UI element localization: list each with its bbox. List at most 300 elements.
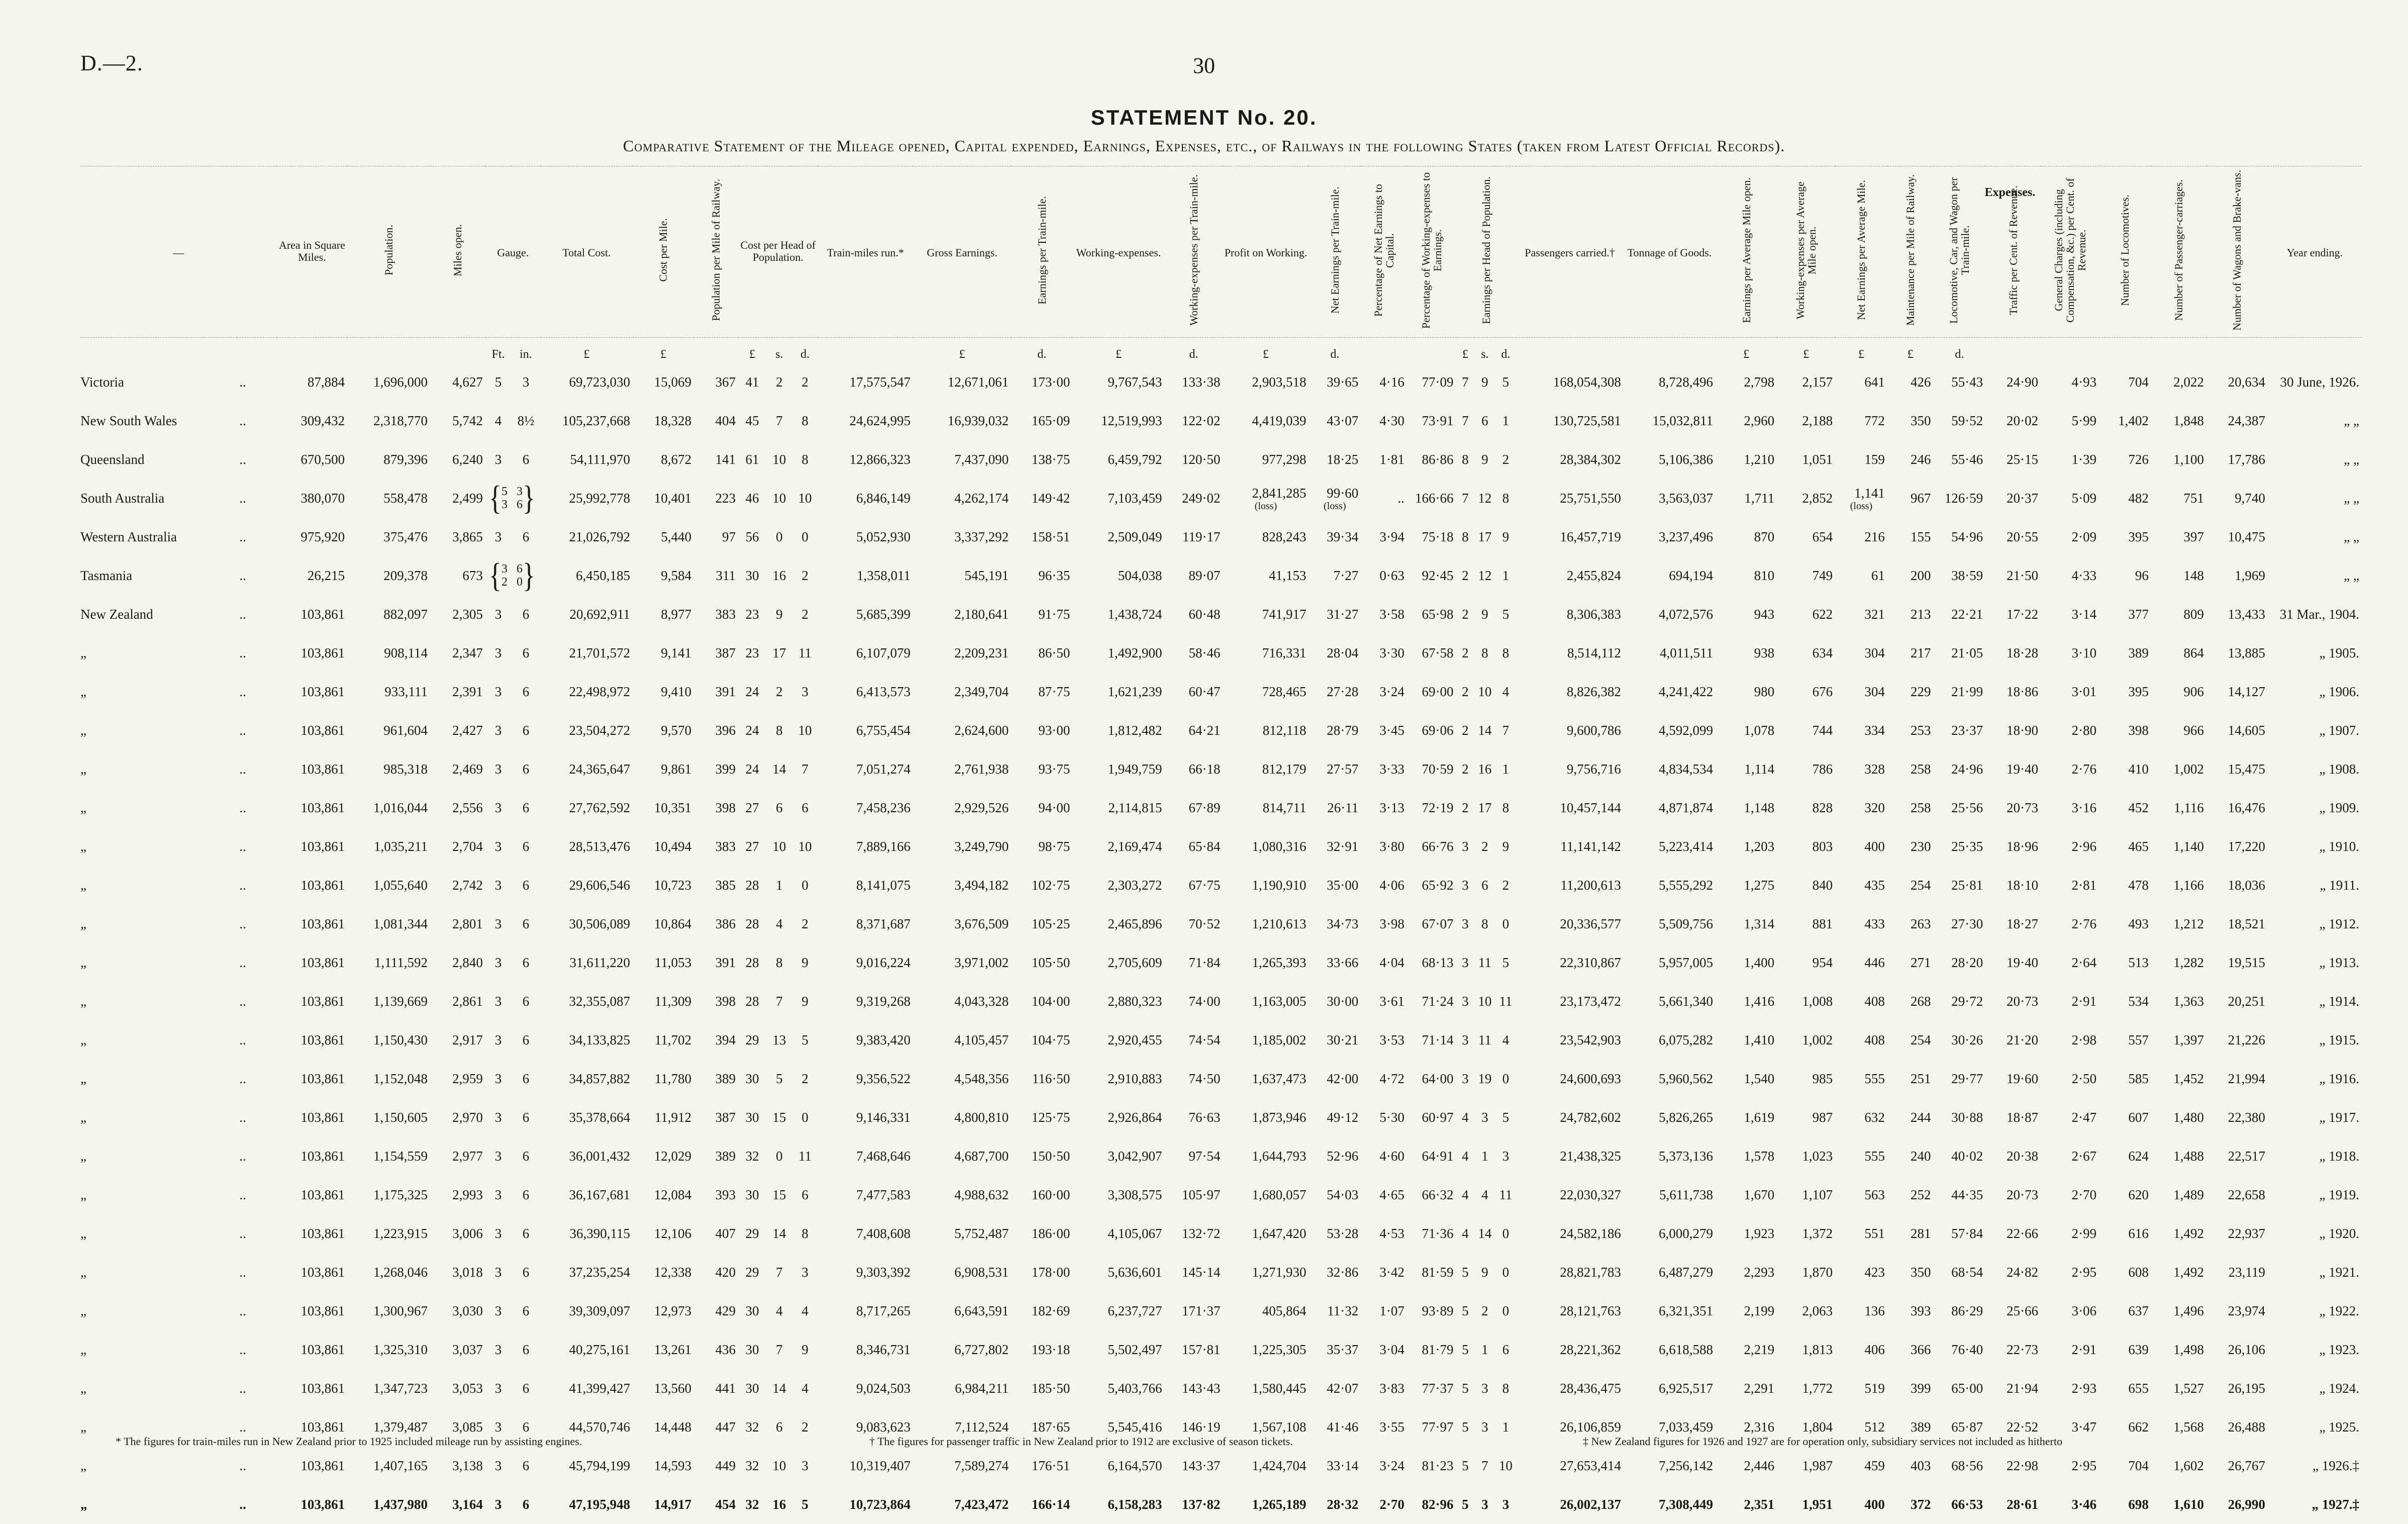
- gross-earnings-value: 7,437,090: [954, 452, 1009, 467]
- cell-gauge-ft: [485, 1137, 511, 1176]
- cell-cost-head-shillings: [766, 1408, 792, 1447]
- population-value: 1,379,487: [373, 1419, 428, 1435]
- cell-gross-earnings: [913, 556, 1011, 595]
- area-value: 103,861: [300, 1265, 345, 1280]
- earn-per-train-mile-value: 96·35: [1038, 568, 1070, 583]
- earn-head-pounds-value: 8: [1462, 529, 1469, 544]
- cell-cost-head-shillings: [766, 363, 792, 402]
- cell-cost-per-mile: [633, 556, 694, 595]
- cell-tonnage: [1624, 789, 1716, 827]
- cell-pop-per-mile: [694, 518, 738, 556]
- cell-cost-per-mile: [633, 905, 694, 943]
- working-expenses-value: 6,237,727: [1108, 1303, 1162, 1318]
- pop-per-mile-value: 385: [715, 878, 736, 893]
- gauge-ft-value: 3: [495, 916, 502, 931]
- pct-wexp-earnings-value: 75·18: [1422, 529, 1454, 544]
- gauge-ft-value: 3: [495, 1149, 502, 1164]
- year-ending-value: „ 1918.: [2320, 1149, 2359, 1164]
- cell-cost-per-mile: [633, 827, 694, 866]
- cell-working-expenses: [1072, 1060, 1164, 1098]
- pct-net-capital-value: 4·04: [1379, 955, 1404, 970]
- loss-note: (loss): [1311, 501, 1358, 511]
- cell-profit: [1223, 1485, 1309, 1524]
- cell-traffic-pct: [1985, 1137, 2041, 1176]
- cell-locomotive-exp: [1933, 479, 1985, 518]
- gauge-ft-value: 3: [495, 955, 502, 970]
- cell-gross-earnings: [913, 1060, 1011, 1098]
- locomotives-value: 637: [2128, 1303, 2149, 1318]
- earn-per-train-mile-value: 173·00: [1032, 374, 1070, 390]
- profit-value: 1,680,057: [1252, 1187, 1306, 1202]
- area-value: 103,861: [300, 1187, 345, 1202]
- passengers-value: 26,106,859: [1560, 1419, 1621, 1435]
- passenger-carriages-value: 1,527: [2173, 1381, 2204, 1396]
- cell-name: [80, 673, 237, 711]
- cell-wexp-per-train-mile: [1165, 1292, 1223, 1330]
- table-row: [80, 711, 2362, 750]
- cell-year-ending: [2268, 363, 2362, 402]
- cell-train-miles: [818, 634, 913, 673]
- gauge-ft-value: 3: [495, 1187, 502, 1202]
- cell-year-ending: [2268, 673, 2362, 711]
- wexp-per-avg-mile-value: 1,008: [1802, 994, 1833, 1009]
- cell-general-charges: [2041, 673, 2099, 711]
- cost-per-mile-value: 11,780: [655, 1071, 691, 1086]
- cell-general-charges: [2041, 1176, 2099, 1214]
- table-row: [80, 363, 2362, 402]
- cell-working-expenses: [1072, 905, 1164, 943]
- cell-net-per-avg-mile: [1835, 905, 1887, 943]
- table-row: [80, 634, 2362, 673]
- cell-locomotive-exp: [1933, 518, 1985, 556]
- cell-name: [80, 1098, 237, 1137]
- cell-profit: [1223, 1447, 1309, 1485]
- cell-earn-head-pounds: [1456, 1447, 1475, 1485]
- year-ending-value: „ 1912.: [2320, 916, 2359, 931]
- pct-wexp-earnings-value: 71·36: [1422, 1226, 1454, 1241]
- total-cost-value: 32,355,087: [569, 994, 630, 1009]
- cell-passengers: [1516, 1292, 1624, 1330]
- general-charges-value: 2·96: [2072, 839, 2097, 854]
- earn-head-shillings-value: 1: [1481, 1342, 1488, 1357]
- cell-locomotive-exp: [1933, 982, 1985, 1021]
- cell-net-per-train-mile: [1309, 750, 1361, 789]
- working-expenses-value: 504,038: [1118, 568, 1162, 583]
- net-per-avg-mile-value: 1,141: [1854, 486, 1885, 501]
- passenger-carriages-value: 397: [2183, 529, 2204, 544]
- cell-earn-per-avg-mile: [1716, 1485, 1777, 1524]
- cell-wexp-per-avg-mile: [1777, 1485, 1835, 1524]
- gauge-ft-value: 3: [495, 529, 502, 544]
- cell-train-miles: [818, 789, 913, 827]
- miles-open-value: 2,742: [452, 878, 483, 893]
- earn-per-avg-mile-value: 2,219: [1744, 1342, 1774, 1357]
- cell-population: [347, 363, 430, 402]
- cell-cost-per-mile: [633, 634, 694, 673]
- cost-head-shillings-value: 4: [776, 916, 783, 931]
- cell-passenger-carriages: [2151, 827, 2206, 866]
- wexp-per-train-mile-value: 97·54: [1189, 1149, 1221, 1164]
- tonnage-value: 6,618,588: [1659, 1342, 1713, 1357]
- passenger-carriages-value: 906: [2183, 684, 2204, 699]
- maintenance-value: 253: [1911, 723, 1931, 738]
- area-value: 103,861: [300, 1226, 345, 1241]
- cell-earn-head-pounds: [1456, 1253, 1475, 1292]
- name-value: Queensland: [80, 452, 144, 467]
- cell-passengers: [1516, 1021, 1624, 1060]
- cell-total-cost: [541, 1253, 633, 1292]
- cell-earn-head-pence: [1495, 1408, 1517, 1447]
- total-cost-value: 35,378,664: [569, 1110, 630, 1125]
- tonnage-value: 3,563,037: [1659, 491, 1713, 506]
- cell-miles-open: [430, 1098, 485, 1137]
- gauge-ft-value: 3: [495, 1497, 502, 1512]
- cell-earn-head-pence: [1495, 1253, 1517, 1292]
- cell-population: [347, 1447, 430, 1485]
- cell-gauge-in: [511, 634, 541, 673]
- cell-area: [277, 1369, 347, 1408]
- cell-cost-head-pounds: [738, 982, 766, 1021]
- gross-earnings-value: 4,800,810: [954, 1110, 1009, 1125]
- net-per-avg-mile-value: 61: [1871, 568, 1885, 583]
- cost-per-mile-value: 10,351: [654, 800, 691, 815]
- cell-working-expenses: [1072, 789, 1164, 827]
- cell-tonnage: [1624, 1253, 1716, 1292]
- pop-per-mile-value: 391: [715, 955, 736, 970]
- cell-train-miles: [818, 518, 913, 556]
- cell-net-per-train-mile: [1309, 634, 1361, 673]
- pct-wexp-earnings-value: 66·32: [1422, 1187, 1454, 1202]
- gauge-ft-value: 3: [495, 1265, 502, 1280]
- cell-cost-per-mile: [633, 1408, 694, 1447]
- cell-net-per-train-mile: [1309, 363, 1361, 402]
- cell-cost-head-pounds: [738, 1485, 766, 1524]
- cell-pct-wexp-earnings: [1407, 1098, 1456, 1137]
- earn-per-avg-mile-value: 943: [1754, 607, 1775, 622]
- cell-locomotives: [2099, 1214, 2151, 1253]
- general-charges-value: 2·98: [2072, 1032, 2097, 1047]
- cell-name: [80, 595, 237, 634]
- cell-name: [80, 479, 237, 518]
- tonnage-value: 7,033,459: [1659, 1419, 1713, 1435]
- cell-cost-head-shillings: [766, 1485, 792, 1524]
- cell-pop-per-mile: [694, 1060, 738, 1098]
- population-value: 209,378: [383, 568, 428, 583]
- earn-per-avg-mile-value: 1,923: [1744, 1226, 1774, 1241]
- cell-pct-wexp-earnings: [1407, 1137, 1456, 1176]
- tonnage-value: 6,925,517: [1659, 1381, 1713, 1396]
- cell-pct-net-capital: [1361, 1214, 1407, 1253]
- earn-head-pence-value: 1: [1502, 1419, 1510, 1435]
- profit-value: 812,118: [1263, 723, 1307, 738]
- header-pop-per-mile: Population per Mile of Railway.: [694, 166, 738, 338]
- working-expenses-value: 6,158,283: [1108, 1497, 1162, 1512]
- cell-population: [347, 866, 430, 905]
- name-value: „: [80, 839, 86, 854]
- cost-head-pence-value: 8: [801, 413, 809, 428]
- cell-gauge-in: [511, 1060, 541, 1098]
- general-charges-value: 2·99: [2072, 1226, 2097, 1241]
- cell-earn-head-pence: [1495, 1369, 1517, 1408]
- gauge-brace: {: [489, 479, 501, 518]
- name-value: „: [80, 916, 86, 931]
- cell-cost-head-shillings: [766, 711, 792, 750]
- cell-cost-head-pence: [792, 1098, 818, 1137]
- wexp-per-avg-mile-value: 654: [1813, 529, 1833, 544]
- working-expenses-value: 2,880,323: [1108, 994, 1162, 1009]
- population-value: 1,175,325: [373, 1187, 428, 1202]
- gross-earnings-value: 6,908,531: [954, 1265, 1009, 1280]
- cell-general-charges: [2041, 1330, 2099, 1369]
- cell-year-ending: [2268, 634, 2362, 673]
- cell-earn-head-pence: [1495, 440, 1517, 479]
- cell-tonnage: [1624, 673, 1716, 711]
- cell-dots: ..: [237, 866, 276, 905]
- gauge-in-value: 6: [523, 916, 530, 931]
- earn-head-pence-value: 8: [1502, 645, 1510, 660]
- cell-profit: [1223, 1137, 1309, 1176]
- passengers-value: 21,438,325: [1560, 1149, 1621, 1164]
- cell-tonnage: [1624, 866, 1716, 905]
- earn-head-pence-value: 7: [1502, 723, 1510, 738]
- cell-net-per-avg-mile: [1835, 479, 1887, 518]
- cell-wexp-per-train-mile: [1165, 440, 1223, 479]
- cell-wexp-per-train-mile: [1165, 711, 1223, 750]
- gross-earnings-value: 12,671,061: [948, 374, 1009, 390]
- cell-gauge-ft: [485, 1098, 511, 1137]
- earn-head-shillings-value: 17: [1478, 529, 1491, 544]
- wagons-value: 26,767: [2228, 1458, 2265, 1473]
- cell-area: [277, 1137, 347, 1176]
- cell-pct-net-capital: [1361, 595, 1407, 634]
- cell-traffic-pct: [1985, 1253, 2041, 1292]
- cell-earn-head-shillings: [1474, 440, 1495, 479]
- cell-pct-wexp-earnings: [1407, 1485, 1456, 1524]
- cell-cost-head-pence: [792, 479, 818, 518]
- footnote-new-zealand: ‡ New Zealand figures for 1926 and 1927 are for operation only, subsidiary services not included as hitherto: [1583, 1435, 2062, 1448]
- cell-dots: ..: [237, 943, 276, 982]
- earn-head-pounds-value: 2: [1462, 723, 1469, 738]
- table-row: [80, 556, 2362, 595]
- cell-pct-net-capital: [1361, 827, 1407, 866]
- pct-wexp-earnings-value: 166·66: [1415, 491, 1454, 506]
- gross-earnings-value: 2,349,704: [954, 684, 1009, 699]
- cost-per-mile-value: 13,261: [654, 1342, 691, 1357]
- cell-miles-open: [430, 1021, 485, 1060]
- cell-total-cost: [541, 673, 633, 711]
- net-per-avg-mile-value: 446: [1864, 955, 1885, 970]
- cell-wagons: [2206, 1137, 2268, 1176]
- earn-per-avg-mile-value: 1,148: [1744, 800, 1774, 815]
- gross-earnings-value: 6,727,802: [954, 1342, 1009, 1357]
- cell-passenger-carriages: [2151, 1176, 2206, 1214]
- cell-area: [277, 1214, 347, 1253]
- cell-year-ending: [2268, 595, 2362, 634]
- area-value: 103,861: [300, 723, 345, 738]
- cell-train-miles: [818, 402, 913, 440]
- wexp-per-avg-mile-value: 954: [1813, 955, 1833, 970]
- cell-passengers: [1516, 1253, 1624, 1292]
- wexp-per-train-mile-value: 119·17: [1182, 529, 1221, 544]
- cell-earn-head-pence: [1495, 982, 1517, 1021]
- maintenance-value: 230: [1911, 839, 1931, 854]
- cell-earn-per-train-mile: [1011, 363, 1072, 402]
- tonnage-value: 4,834,534: [1659, 761, 1713, 777]
- cell-miles-open: [430, 905, 485, 943]
- traffic-pct-value: 18·10: [2006, 878, 2038, 893]
- net-per-train-mile-value: 11·32: [1327, 1303, 1358, 1318]
- cell-earn-head-pounds: [1456, 750, 1475, 789]
- cell-pop-per-mile: [694, 1253, 738, 1292]
- header-train-miles: Train-miles run.*: [818, 166, 913, 338]
- cell-miles-open: [430, 440, 485, 479]
- passengers-value: 8,514,112: [1567, 645, 1621, 660]
- earn-head-pounds-value: 3: [1462, 916, 1469, 931]
- pop-per-mile-value: 398: [715, 800, 736, 815]
- wagons-value: 13,433: [2228, 607, 2265, 622]
- gross-earnings-value: 4,988,632: [954, 1187, 1009, 1202]
- cell-locomotives: [2099, 440, 2151, 479]
- gauge-ft-value: 3: [495, 1419, 502, 1435]
- header-tonnage: Tonnage of Goods.: [1624, 166, 1716, 338]
- cell-wagons: [2206, 943, 2268, 982]
- cell-earn-per-avg-mile: [1716, 479, 1777, 518]
- wexp-per-train-mile-value: 143·43: [1182, 1381, 1221, 1396]
- earn-per-train-mile-value: 138·75: [1032, 452, 1070, 467]
- cell-pct-net-capital: [1361, 1021, 1407, 1060]
- net-per-train-mile-value: 54·03: [1327, 1187, 1358, 1202]
- earn-per-train-mile-value: 158·51: [1032, 529, 1070, 544]
- pct-net-capital-value: 3·98: [1379, 916, 1404, 931]
- cell-earn-head-pence: [1495, 634, 1517, 673]
- working-expenses-value: 1,812,482: [1108, 723, 1162, 738]
- cell-year-ending: [2268, 1021, 2362, 1060]
- passengers-value: 20,336,577: [1560, 916, 1621, 931]
- cell-pop-per-mile: [694, 1485, 738, 1524]
- working-expenses-value: 12,519,993: [1101, 413, 1162, 428]
- cell-earn-per-avg-mile: [1716, 943, 1777, 982]
- cell-train-miles: [818, 827, 913, 866]
- population-value: 558,478: [383, 491, 428, 506]
- cell-net-per-train-mile: [1309, 1330, 1361, 1369]
- cost-head-pounds-value: 41: [746, 374, 759, 390]
- train-miles-value: 8,717,265: [856, 1303, 911, 1318]
- wexp-per-avg-mile-value: 1,772: [1802, 1381, 1833, 1396]
- passenger-carriages-value: 1,848: [2173, 413, 2204, 428]
- pop-per-mile-value: 436: [715, 1342, 736, 1357]
- cell-train-miles: [818, 673, 913, 711]
- net-per-avg-mile-value: 328: [1864, 761, 1885, 777]
- population-value: 1,152,048: [373, 1071, 428, 1086]
- cell-earn-head-pence: [1495, 1021, 1517, 1060]
- passengers-value: 22,030,327: [1560, 1187, 1621, 1202]
- cell-cost-per-mile: [633, 518, 694, 556]
- gross-earnings-value: 3,494,182: [954, 878, 1009, 893]
- cell-net-per-train-mile: [1309, 982, 1361, 1021]
- cell-wexp-per-avg-mile: [1777, 440, 1835, 479]
- earn-head-pounds-value: 5: [1462, 1458, 1469, 1473]
- cell-cost-head-shillings: [766, 1021, 792, 1060]
- cell-wagons: [2206, 363, 2268, 402]
- earn-head-pence-value: 8: [1502, 1381, 1510, 1396]
- cell-population: [347, 1330, 430, 1369]
- cell-name: [80, 866, 237, 905]
- cost-head-pounds-value: 28: [746, 878, 759, 893]
- cell-maintenance: [1887, 1447, 1934, 1485]
- cell-profit: [1223, 789, 1309, 827]
- cost-head-pence-value: 2: [801, 374, 809, 390]
- cell-earn-head-pence: [1495, 1176, 1517, 1214]
- net-per-train-mile-value: 26·11: [1327, 800, 1358, 815]
- wexp-per-avg-mile-value: 2,157: [1802, 374, 1833, 390]
- net-per-avg-mile-value: 216: [1864, 529, 1885, 544]
- area-value: 103,861: [300, 1303, 345, 1318]
- passenger-carriages-value: 1,116: [2174, 800, 2204, 815]
- cell-locomotive-exp: [1933, 711, 1985, 750]
- cell-pct-wexp-earnings: [1407, 1214, 1456, 1253]
- cell-pct-wexp-earnings: [1407, 1447, 1456, 1485]
- cell-passengers: [1516, 634, 1624, 673]
- cell-cost-per-mile: [633, 1060, 694, 1098]
- general-charges-value: 4·33: [2072, 568, 2097, 583]
- profit-value: 1,424,704: [1252, 1458, 1306, 1473]
- cost-head-pence-value: 3: [801, 684, 809, 699]
- earn-per-avg-mile-value: 2,351: [1744, 1497, 1774, 1512]
- cell-maintenance: [1887, 1253, 1934, 1292]
- wagons-value: 26,990: [2228, 1497, 2265, 1512]
- train-miles-value: 9,016,224: [856, 955, 911, 970]
- cell-general-charges: [2041, 943, 2099, 982]
- cell-cost-head-pence: [792, 943, 818, 982]
- cell-general-charges: [2041, 634, 2099, 673]
- area-value: 103,861: [300, 994, 345, 1009]
- cell-year-ending: [2268, 1098, 2362, 1137]
- earn-head-shillings-value: 10: [1478, 994, 1491, 1009]
- miles-open-value: 2,801: [452, 916, 483, 931]
- cell-wexp-per-train-mile: [1165, 1060, 1223, 1098]
- train-miles-value: 5,685,399: [856, 607, 911, 622]
- cell-wagons: [2206, 1060, 2268, 1098]
- cell-dots: ..: [237, 1253, 276, 1292]
- cell-cost-per-mile: [633, 982, 694, 1021]
- gross-earnings-value: 545,191: [965, 568, 1009, 583]
- cell-gauge-in: [511, 789, 541, 827]
- pct-wexp-earnings-value: 69·06: [1422, 723, 1454, 738]
- cell-earn-head-shillings: [1474, 1330, 1495, 1369]
- cell-pop-per-mile: [694, 1214, 738, 1253]
- loss-note: (loss): [1226, 501, 1307, 511]
- cell-dots: ..: [237, 1060, 276, 1098]
- cell-net-per-avg-mile: [1835, 595, 1887, 634]
- cell-pct-net-capital: [1361, 402, 1407, 440]
- cost-head-pounds-value: 28: [746, 916, 759, 931]
- gauge-brace: {: [489, 556, 501, 595]
- cell-gauge-in: [511, 673, 541, 711]
- cell-wexp-per-avg-mile: [1777, 750, 1835, 789]
- wexp-per-avg-mile-value: 2,188: [1802, 413, 1833, 428]
- cell-earn-head-pence: [1495, 363, 1517, 402]
- net-per-avg-mile-value: 641: [1864, 374, 1885, 390]
- traffic-pct-value: 19·40: [2006, 955, 2038, 970]
- cell-earn-head-shillings: [1474, 827, 1495, 866]
- earn-per-train-mile-value: 94·00: [1038, 800, 1070, 815]
- pct-net-capital-value: 3·42: [1379, 1265, 1404, 1280]
- cell-population: [347, 789, 430, 827]
- cell-wexp-per-train-mile: [1165, 789, 1223, 827]
- traffic-pct-value: 18·86: [2006, 684, 2038, 699]
- maintenance-value: 258: [1911, 800, 1931, 815]
- cell-year-ending: [2268, 1485, 2362, 1524]
